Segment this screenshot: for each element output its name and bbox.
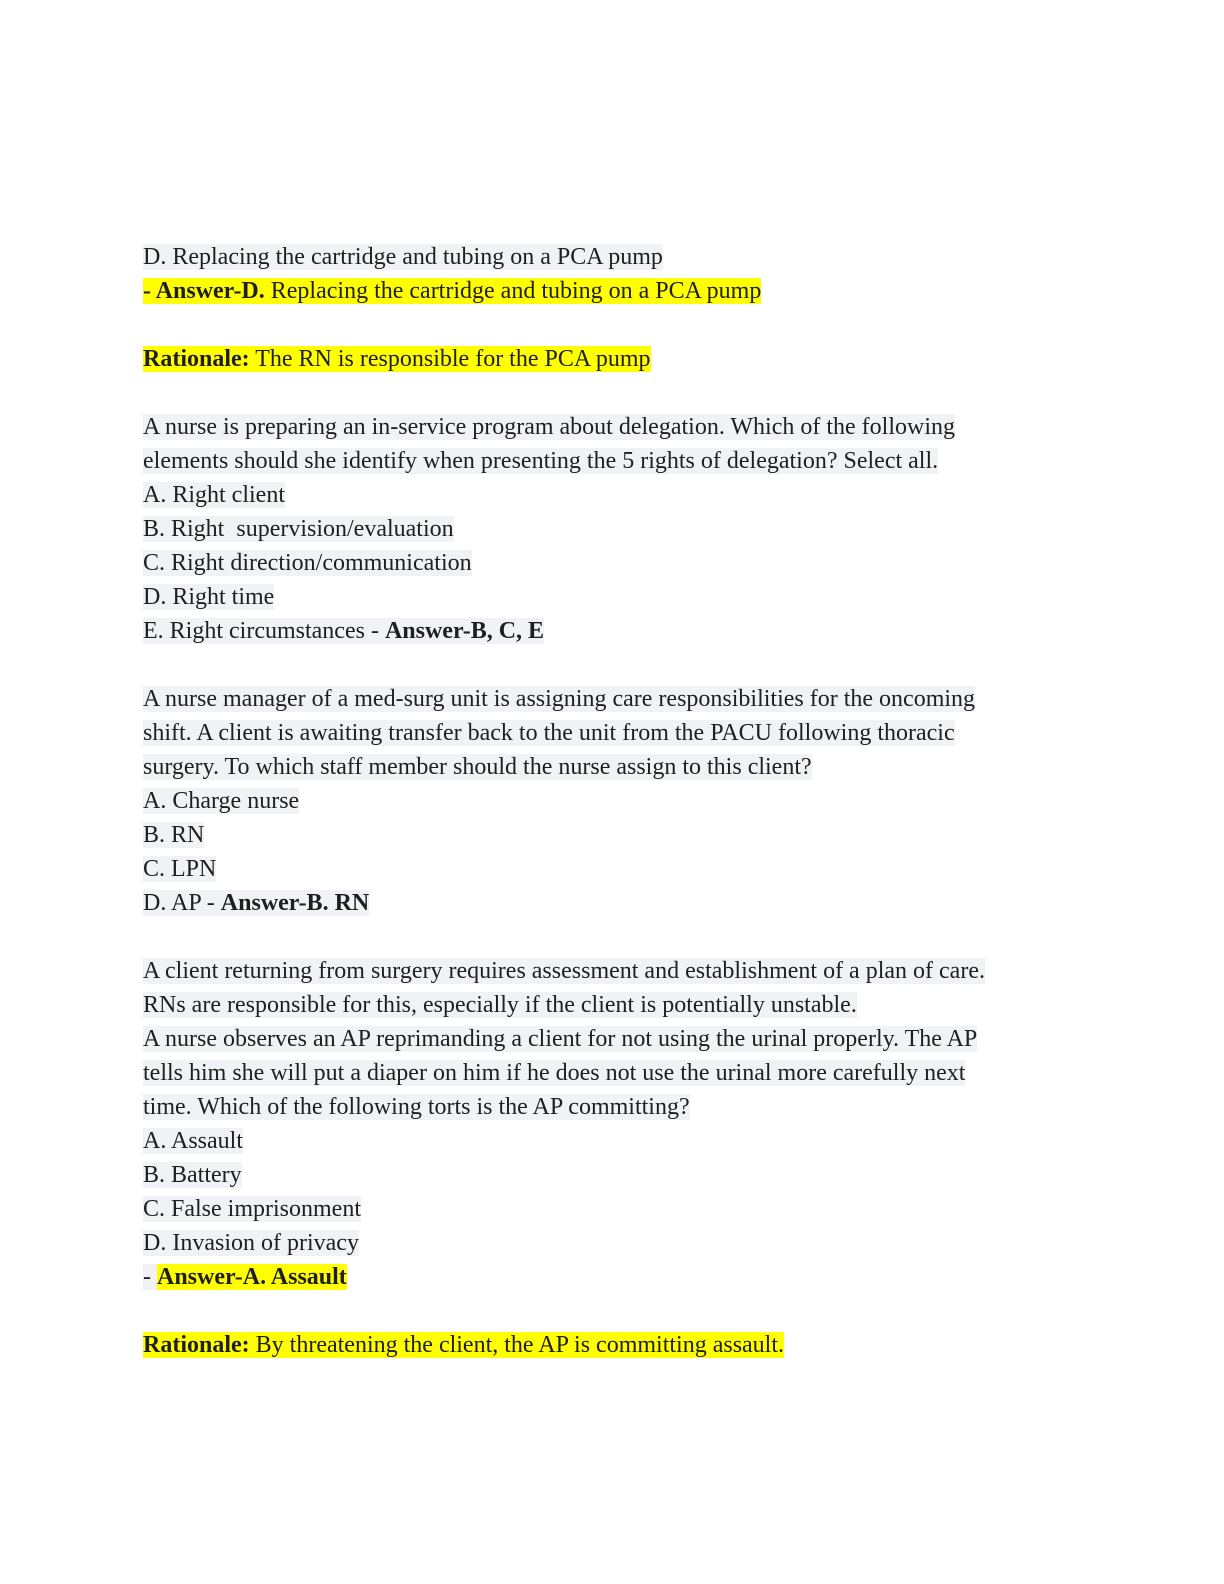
option-d-line [143,1226,1083,1260]
question-text: A nurse observes an AP reprimanding a client for not using the urinal properly. The AP [143,1026,978,1052]
option-d-text: D. Replacing the cartridge and tubing on a PCA pump [143,244,663,270]
explanation-text: A client returning from surgery requires assessment and establishment of a plan of care. [143,958,985,984]
rationale-label: Rationale: [143,346,250,372]
question-text: A nurse manager of a med-surg unit is assigning care responsibilities for the oncoming [143,686,976,712]
option-text: B. Battery [143,1162,242,1188]
spacer [143,1294,1083,1328]
question-line [143,444,1083,478]
rationale-highlight [143,1332,784,1358]
answer-label: Answer-B. RN [220,890,370,916]
answer-highlight [143,278,761,304]
question-line [143,1056,1083,1090]
rationale-line [143,1328,1083,1362]
question-text: elements should she identify when presenting the 5 rights of delegation? Select all. [143,448,939,474]
rationale-line [143,342,1083,376]
question-line [143,716,1083,750]
answer-prefix: - [143,278,156,304]
spacer [143,648,1083,682]
option-d-line [143,580,1083,614]
option-a-line [143,1124,1083,1158]
option-e-highlight [143,618,544,644]
option-a-line [143,478,1083,512]
document-content [143,240,1083,1362]
rationale-label: Rationale: [143,1332,250,1358]
question-line [143,682,1083,716]
spacer [143,308,1083,342]
option-b-line [143,1158,1083,1192]
question-line [143,750,1083,784]
question-text: surgery. To which staff member should the nurse assign to this client? [143,754,812,780]
answer-label: Answer-D. [155,278,265,304]
option-text: C. LPN [143,856,217,882]
option-c-line [143,1192,1083,1226]
option-text: D. Invasion of privacy [143,1230,359,1256]
question-text: A nurse is preparing an in-service program about delegation. Which of the following [143,414,955,440]
option-text: E. Right circumstances - [143,618,385,644]
explanation-line [143,954,1083,988]
question-text: shift. A client is awaiting transfer back to the unit from the PACU following thoracic [143,720,955,746]
explanation-text: RNs are responsible for this, especially if the client is potentially unstable. [143,992,857,1018]
answer-label: Answer-A. Assault [157,1264,347,1290]
rationale-text: By threatening the client, the AP is committing assault. [249,1332,785,1358]
option-text: B. RN [143,822,205,848]
spacer [143,920,1083,954]
rationale-text: The RN is responsible for the PCA pump [249,346,651,372]
option-text: C. Right direction/communication [143,550,472,576]
option-d-highlight [143,890,369,916]
question-line [143,410,1083,444]
answer-label: Answer-B, C, E [384,618,545,644]
option-text: A. Charge nurse [143,788,300,814]
option-text: C. False imprisonment [143,1196,361,1222]
option-b-line [143,818,1083,852]
rationale-highlight [143,346,651,372]
option-c-line [143,546,1083,580]
option-d-line [143,240,1083,274]
option-c-line [143,852,1083,886]
option-text: A. Assault [143,1128,244,1154]
answer-line [143,274,1083,308]
option-e-line [143,614,1083,648]
answer-line [143,1260,1083,1294]
question-line [143,1022,1083,1056]
option-text: D. AP - [143,890,221,916]
question-text: tells him she will put a diaper on him if he does not use the urinal more carefully next [143,1060,966,1086]
answer-prefix: - [143,1264,157,1290]
spacer [143,376,1083,410]
option-text: B. Right supervision/evaluation [143,516,454,542]
option-text: A. Right client [143,482,285,508]
option-text: D. Right time [143,584,275,610]
explanation-line [143,988,1083,1022]
option-b-line [143,512,1083,546]
question-line [143,1090,1083,1124]
option-d-line [143,886,1083,920]
question-text: time. Which of the following torts is the AP committing? [143,1094,690,1120]
option-a-line [143,784,1083,818]
answer-text: Replacing the cartridge and tubing on a PCA pump [264,278,762,304]
